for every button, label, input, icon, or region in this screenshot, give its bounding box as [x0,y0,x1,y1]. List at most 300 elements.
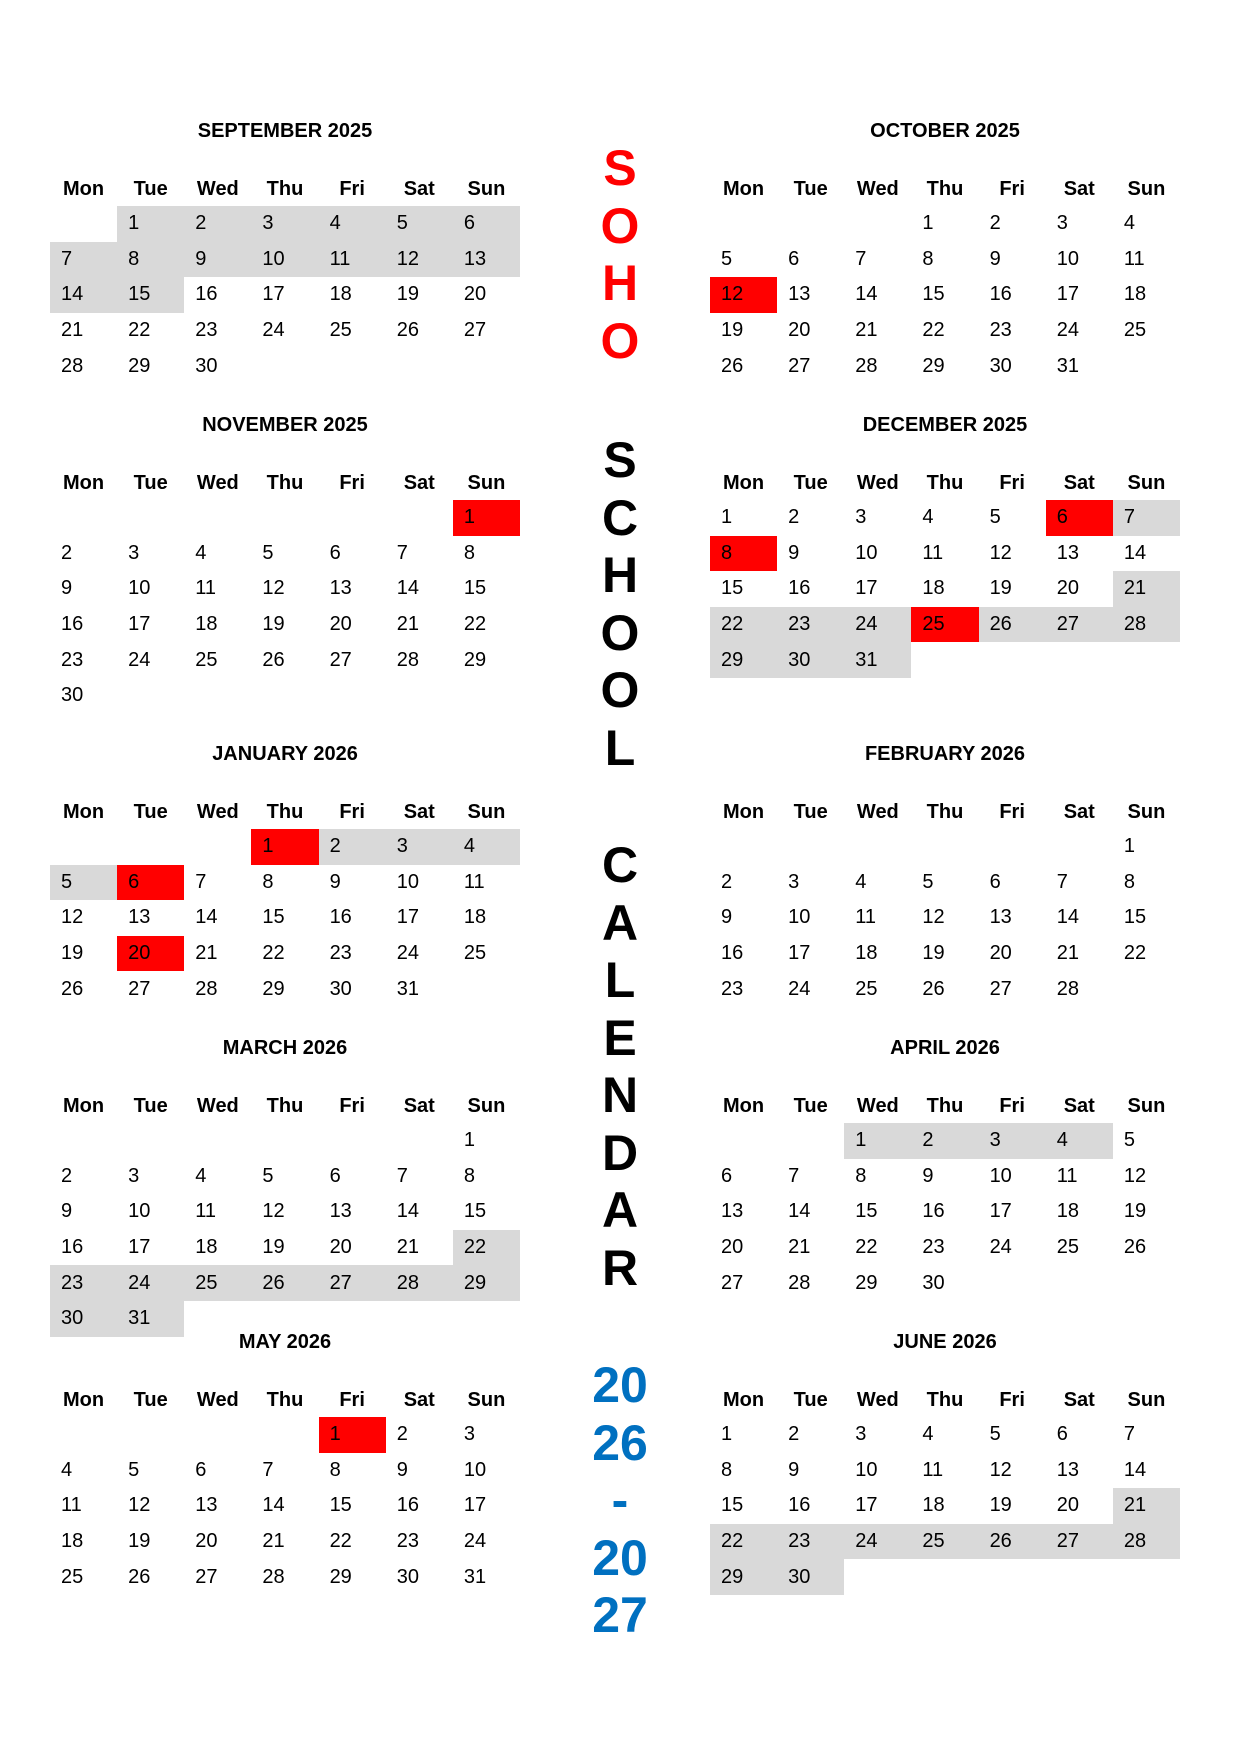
day-cell: 12 [710,277,777,313]
empty-cell [979,829,1046,865]
day-cell: 3 [855,506,867,529]
day-cell: 13 [128,906,151,929]
day-cell: 5 [262,1164,274,1187]
day-cell: 4 [195,541,207,564]
day-cell: 7 [1123,1423,1135,1446]
weekday-header: Fri [339,177,365,200]
day-cell: 22 [329,1530,352,1553]
month-title: SEPTEMBER 2025 [197,120,373,142]
day-cell: 8 [117,242,184,278]
day-cell: 14 [262,1494,285,1517]
day-cell: 7 [1056,870,1068,893]
day-cell: 6 [195,1458,207,1481]
empty-cell [184,1417,251,1453]
day-cell: 28 [396,648,419,671]
week-row [50,900,520,936]
title-letter: O [600,662,640,718]
day-cell: 20 [117,936,184,972]
week-row [50,936,520,972]
weekday-header: Wed [856,800,899,823]
day-cell: 18 [195,1236,218,1259]
day-cell: 13 [453,242,520,278]
weekday-header: Fri [999,471,1025,494]
day-cell: 10 [128,577,151,600]
empty-cell [911,642,978,678]
weekday-header: Thu [926,177,964,200]
day-cell: 13 [195,1494,218,1517]
empty-cell [386,500,453,536]
weekday-header: Sat [1063,177,1095,200]
week-row [50,1159,520,1195]
day-cell: 16 [396,1494,419,1517]
weekday-header: Tue [793,1388,828,1411]
day-cell: 12 [61,906,84,929]
day-cell: 4 [61,1458,73,1481]
title-letter: S [603,140,637,196]
day-cell: 15 [463,1200,487,1223]
empty-cell [911,829,978,865]
day-cell: 23 [396,1530,419,1553]
day-cell: 22 [262,942,285,965]
weekday-header: Mon [723,177,765,200]
weekday-header: Sat [1063,800,1095,823]
weekday-header: Mon [723,800,765,823]
week-row [710,348,1180,384]
empty-cell [184,829,251,865]
month-title: OCTOBER 2025 [870,120,1020,142]
day-cell: 17 [1056,283,1079,306]
title-letter: S [603,432,637,488]
title-year-part: 27 [592,1587,648,1643]
empty-cell [386,348,453,384]
title-letter: N [601,1067,639,1123]
day-cell: 29 [329,1565,352,1588]
empty-cell [184,500,251,536]
day-cell: 12 [989,541,1012,564]
day-cell: 18 [1056,1200,1079,1223]
title-letter: H [601,255,639,311]
day-cell: 27 [788,354,811,377]
day-cell: 19 [61,942,84,965]
day-cell: 22 [710,1524,777,1560]
day-cell: 21 [396,613,419,636]
day-cell: 18 [922,577,945,600]
weekday-header: Sun [1127,1388,1166,1411]
day-cell: 28 [1113,1524,1180,1560]
day-cell: 15 [721,577,744,600]
empty-cell [777,829,844,865]
empty-cell [251,1417,318,1453]
day-cell: 21 [788,1236,811,1259]
day-cell: 20 [195,1530,218,1553]
empty-cell [1046,1559,1113,1595]
day-cell: 24 [396,942,419,965]
day-cell: 26 [922,977,945,1000]
weekday-header: Sun [467,471,506,494]
day-cell: 25 [1056,1236,1079,1259]
day-cell: 4 [1046,1123,1113,1159]
week-row [50,500,520,536]
weekday-header: Sun [467,1094,506,1117]
week-row [50,607,520,643]
day-cell: 13 [788,283,811,306]
day-cell: 20 [463,283,487,306]
day-cell: 24 [117,1265,184,1301]
month-february-2026 [710,739,1180,1007]
day-cell: 18 [922,1494,945,1517]
day-cell: 24 [463,1530,487,1553]
empty-cell [319,500,386,536]
empty-cell [844,1559,911,1595]
day-cell: 26 [251,1265,318,1301]
week-row [50,1265,520,1301]
day-cell: 13 [989,906,1012,929]
weekday-header: Sun [1127,800,1166,823]
day-cell: 10 [251,242,318,278]
day-cell: 1 [922,212,934,235]
day-cell: 6 [788,247,800,270]
day-cell: 9 [329,870,341,893]
month-november-2025 [50,410,520,714]
week-row [50,1559,520,1595]
day-cell: 23 [721,977,744,1000]
empty-cell [1046,829,1113,865]
weekday-header: Sat [403,800,435,823]
day-cell: 12 [922,906,945,929]
day-cell: 30 [195,354,218,377]
day-cell: 14 [50,277,117,313]
weekday-header: Tue [793,177,828,200]
month-title: MARCH 2026 [222,1037,348,1059]
weekday-header: Wed [196,471,239,494]
empty-cell [184,678,251,714]
day-cell: 9 [922,1164,934,1187]
week-row [710,536,1180,572]
day-cell: 18 [855,942,878,965]
day-cell: 24 [844,1524,911,1560]
weekday-header: Thu [266,177,304,200]
day-cell: 17 [855,577,878,600]
day-cell: 31 [463,1565,487,1588]
week-row [710,206,1180,242]
week-row [50,242,520,278]
day-cell: 22 [128,319,151,342]
weekday-header: Sat [403,471,435,494]
month-title: DECEMBER 2025 [862,414,1028,436]
day-cell: 7 [262,1458,274,1481]
title-soho [560,140,680,370]
weekday-header: Sun [467,177,506,200]
day-cell: 30 [989,354,1012,377]
weekday-header: Thu [266,471,304,494]
day-cell: 27 [1046,1524,1113,1560]
week-row [50,313,520,349]
weekday-header: Wed [196,177,239,200]
empty-cell [979,642,1046,678]
weekday-header: Sat [403,1388,435,1411]
day-cell: 21 [61,319,84,342]
weekday-header: Wed [856,177,899,200]
day-cell: 25 [61,1565,84,1588]
day-cell: 9 [396,1458,408,1481]
month-april-2026 [710,1033,1180,1301]
day-cell: 10 [989,1164,1012,1187]
month-grid [710,1383,1180,1595]
empty-cell [386,678,453,714]
week-row [50,277,520,313]
day-cell: 10 [855,1458,878,1481]
day-cell: 29 [262,977,285,1000]
week-row [710,1453,1180,1489]
day-cell: 12 [262,577,285,600]
day-cell: 17 [788,942,811,965]
day-cell: 24 [989,1236,1012,1259]
day-cell: 28 [386,1265,453,1301]
day-cell: 28 [195,977,218,1000]
title-letter: A [601,1182,639,1238]
empty-cell [979,1559,1046,1595]
weekday-header: Tue [133,177,168,200]
weekday-header: Fri [339,800,365,823]
title-letter: E [603,1009,637,1066]
empty-cell [50,500,117,536]
week-row [710,1488,1180,1524]
day-cell: 13 [1056,541,1079,564]
day-cell: 14 [396,577,419,600]
weekday-header: Fri [339,471,365,494]
empty-cell [453,971,520,1007]
day-cell: 9 [61,577,73,600]
day-cell: 31 [844,642,911,678]
day-cell: 31 [1056,354,1079,377]
day-cell: 21 [1056,942,1079,965]
title-letter: C [601,837,639,893]
day-cell: 15 [463,577,487,600]
title-letter: D [601,1124,639,1181]
day-cell: 14 [788,1200,811,1223]
day-cell: 29 [855,1271,878,1294]
day-cell: 22 [855,1236,878,1259]
weekday-header: Sun [1127,1094,1166,1117]
weekday-header: Wed [196,1094,239,1117]
day-cell: 29 [710,1559,777,1595]
day-cell: 5 [989,506,1001,529]
day-cell: 10 [1056,247,1079,270]
day-cell: 3 [128,541,140,564]
day-cell: 6 [989,870,1001,893]
empty-cell [319,1123,386,1159]
day-cell: 21 [396,1236,419,1259]
week-row [50,1453,520,1489]
empty-cell [777,206,844,242]
day-cell: 25 [329,319,352,342]
day-cell: 28 [61,354,84,377]
day-cell: 12 [386,242,453,278]
day-cell: 3 [979,1123,1046,1159]
week-row [710,1194,1180,1230]
title-letter: L [604,952,636,1008]
day-cell: 7 [50,242,117,278]
day-cell: 29 [710,642,777,678]
day-cell: 11 [855,906,877,929]
empty-cell [251,678,318,714]
empty-cell [1113,348,1180,384]
day-cell: 17 [396,906,419,929]
empty-cell [453,678,520,714]
empty-cell [319,678,386,714]
day-cell: 4 [855,870,867,893]
week-row [710,1159,1180,1195]
empty-cell [117,1417,184,1453]
day-cell: 24 [788,977,811,1000]
day-cell: 9 [61,1200,73,1223]
day-cell: 11 [195,1200,217,1223]
week-row [50,678,520,714]
title-letter: R [601,1239,639,1296]
week-row [50,348,520,384]
weekday-header: Tue [793,800,828,823]
day-cell: 22 [1123,942,1147,965]
day-cell: 28 [1056,977,1079,1000]
weekday-header: Tue [133,1094,168,1117]
day-cell: 21 [262,1530,285,1553]
month-grid [710,1089,1180,1301]
day-cell: 21 [855,319,878,342]
title-years [560,1357,680,1645]
weekday-header: Tue [133,471,168,494]
title-year-part: 20 [592,1357,648,1413]
weekday-header: Sat [403,1094,435,1117]
week-row [50,571,520,607]
week-row [50,1123,520,1159]
week-row [710,1123,1180,1159]
day-cell: 25 [911,607,978,643]
day-cell: 3 [463,1423,475,1446]
weekday-header: Wed [196,800,239,823]
title-letter: H [601,547,639,603]
weekday-header: Tue [133,800,168,823]
weekday-header: Mon [63,177,105,200]
day-cell: 7 [396,541,408,564]
weekday-header: Thu [266,1094,304,1117]
weekday-header: Sun [467,1388,506,1411]
weekday-header: Tue [793,1094,828,1117]
day-cell: 26 [61,977,84,1000]
day-cell: 19 [922,942,945,965]
week-row [50,1524,520,1560]
day-cell: 5 [262,541,274,564]
empty-cell [453,348,520,384]
day-cell: 17 [989,1200,1012,1223]
weekday-header: Mon [723,1388,765,1411]
day-cell: 28 [788,1271,811,1294]
day-cell: 17 [128,613,151,636]
day-cell: 20 [721,1236,744,1259]
day-cell: 30 [777,642,844,678]
day-cell: 4 [453,829,520,865]
day-cell: 17 [262,283,285,306]
day-cell: 20 [329,613,352,636]
week-row [710,1524,1180,1560]
day-cell: 3 [128,1164,140,1187]
day-cell: 9 [989,247,1001,270]
title-letter: O [600,197,640,254]
month-grid [50,1089,520,1337]
empty-cell [844,206,911,242]
weekday-header: Thu [926,1388,964,1411]
empty-cell [251,348,318,384]
day-cell: 29 [922,354,945,377]
empty-cell [710,206,777,242]
day-cell: 5 [1123,1129,1135,1152]
day-cell: 10 [128,1200,151,1223]
weekday-header: Sun [1127,177,1166,200]
week-row [50,1230,520,1266]
empty-cell [710,1123,777,1159]
day-cell: 8 [463,1164,475,1187]
day-cell: 18 [195,613,218,636]
day-cell: 13 [329,1200,352,1223]
weekday-header: Fri [339,1388,365,1411]
title-letter: L [604,719,636,776]
day-cell: 16 [61,1236,84,1259]
empty-cell [911,1559,978,1595]
empty-cell [117,678,184,714]
day-cell: 27 [319,1265,386,1301]
empty-cell [777,1123,844,1159]
day-cell: 12 [128,1494,151,1517]
day-cell: 16 [788,1494,811,1517]
empty-cell [1113,1559,1180,1595]
day-cell: 27 [989,977,1012,1000]
weekday-header: Wed [196,1388,239,1411]
weekday-header: Mon [723,471,765,494]
day-cell: 4 [922,1423,934,1446]
day-cell: 19 [262,613,285,636]
month-march-2026 [50,1033,520,1337]
week-row [710,936,1180,972]
title-calendar [560,837,680,1297]
day-cell: 21 [1113,571,1180,607]
day-cell: 27 [128,977,151,1000]
day-cell: 10 [396,870,419,893]
title-year-part: 26 [592,1414,648,1471]
month-grid [50,1383,520,1595]
day-cell: 3 [855,1423,867,1446]
day-cell: 18 [463,906,487,929]
weekday-header: Thu [926,471,964,494]
day-cell: 14 [396,1200,419,1223]
day-cell: 27 [721,1271,744,1294]
weekday-header: Sat [1063,1094,1095,1117]
day-cell: 26 [979,607,1046,643]
day-cell: 28 [1113,607,1180,643]
day-cell: 23 [195,319,218,342]
day-cell: 13 [1056,1458,1079,1481]
day-cell: 20 [329,1236,352,1259]
empty-cell [117,1123,184,1159]
day-cell: 26 [979,1524,1046,1560]
day-cell: 19 [989,1494,1012,1517]
day-cell: 10 [788,906,811,929]
day-cell: 8 [855,1164,867,1187]
day-cell: 2 [61,541,73,564]
day-cell: 25 [463,942,487,965]
day-cell: 24 [844,607,911,643]
empty-cell [1113,642,1180,678]
empty-cell [319,348,386,384]
day-cell: 5 [989,1423,1001,1446]
